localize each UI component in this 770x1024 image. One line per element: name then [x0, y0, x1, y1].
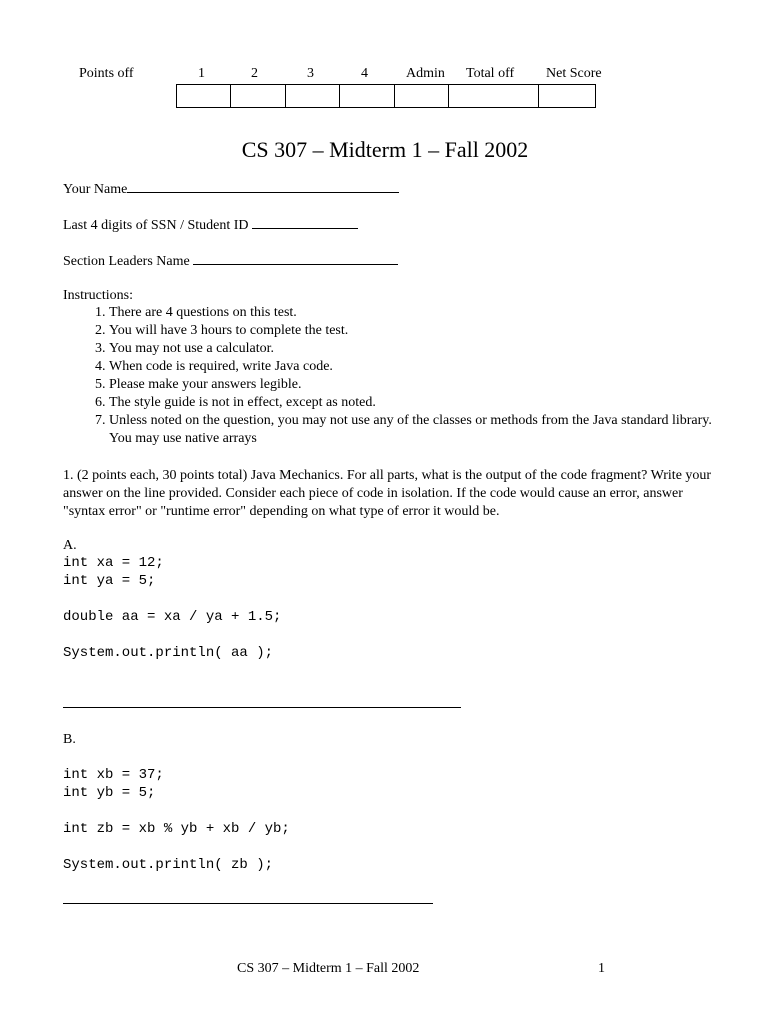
score-col-total-off: Total off — [466, 66, 515, 81]
section-leader-label: Section Leaders Name — [63, 254, 190, 269]
part-a-answer-line[interactable] — [63, 707, 461, 708]
section-leader-blank[interactable] — [193, 252, 398, 265]
instruction-item: 6. The style guide is not in effect, except as noted. — [109, 394, 729, 412]
instructions-heading: Instructions: — [63, 288, 133, 303]
score-table — [176, 84, 596, 108]
score-cell-total-off[interactable] — [449, 85, 539, 107]
part-a-label: A. — [63, 538, 77, 553]
instruction-item: 1. There are 4 questions on this test. — [109, 304, 729, 322]
instructions-list — [63, 304, 729, 448]
score-cell-3[interactable] — [286, 85, 340, 107]
instruction-item: 4. When code is required, write Java code. — [109, 358, 729, 376]
name-label: Your Name — [63, 182, 128, 197]
part-b-answer-line[interactable] — [63, 903, 433, 904]
instruction-item: 2. You will have 3 hours to complete the test. — [109, 322, 729, 340]
score-col-net-score: Net Score — [546, 66, 602, 81]
instruction-item: 3. You may not use a calculator. — [109, 340, 729, 358]
section-leader-field — [63, 252, 398, 270]
footer-title: CS 307 – Midterm 1 – Fall 2002 — [237, 961, 420, 976]
score-cell-2[interactable] — [231, 85, 286, 107]
page-number: 1 — [598, 961, 605, 976]
part-b-label: B. — [63, 732, 76, 747]
score-cell-admin[interactable] — [395, 85, 449, 107]
question-1-text: 1. (2 points each, 30 points total) Java Mechanics. For all parts, what is the output of the code fragment? Write your answer on the line provided. Consider each piece of code in isolation. If the code would cause an error, answer "syntax error" or "runtime error" depending on what type of error it would be. — [63, 468, 712, 519]
ssn-blank[interactable] — [252, 216, 358, 229]
instruction-item: 5. Please make your answers legible. — [109, 376, 729, 394]
score-col-3: 3 — [307, 66, 314, 81]
part-b-code: int xb = 37; int yb = 5; int zb = xb % yb + xb / yb; System.out.println( zb ); — [63, 767, 290, 873]
part-a-code: int xa = 12; int ya = 5; double aa = xa / ya + 1.5; System.out.println( aa ); — [63, 555, 282, 661]
ssn-field — [63, 216, 358, 234]
name-field — [63, 180, 399, 198]
page-title: CS 307 – Midterm 1 – Fall 2002 — [241, 137, 529, 162]
score-col-admin: Admin — [406, 66, 445, 81]
score-col-2: 2 — [251, 66, 258, 81]
score-col-1: 1 — [198, 66, 205, 81]
points-off-label: Points off — [79, 66, 134, 81]
score-cell-1[interactable] — [177, 85, 231, 107]
ssn-label: Last 4 digits of SSN / Student ID — [63, 218, 249, 233]
name-blank[interactable] — [127, 180, 399, 193]
score-cell-4[interactable] — [340, 85, 395, 107]
instruction-item: 7. Unless noted on the question, you may not use any of the classes or methods from the Java standard library. You may use native arrays — [109, 412, 729, 448]
score-col-4: 4 — [361, 66, 368, 81]
score-cell-net-score[interactable] — [539, 85, 595, 107]
